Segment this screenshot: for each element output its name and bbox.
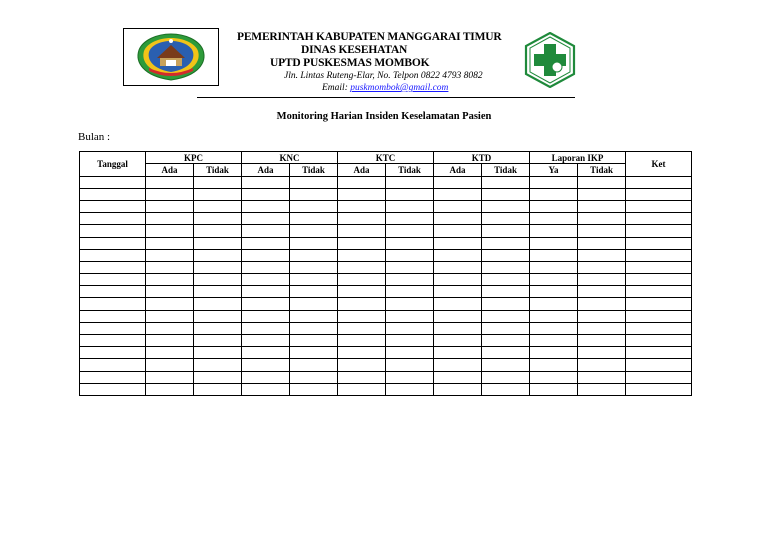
table-cell[interactable] [434, 225, 482, 237]
table-cell[interactable] [578, 176, 626, 188]
table-cell[interactable] [80, 310, 146, 322]
table-row [80, 213, 692, 225]
table-cell[interactable] [434, 298, 482, 310]
table-cell[interactable] [386, 200, 434, 212]
table-cell[interactable] [626, 188, 692, 200]
table-cell[interactable] [242, 298, 290, 310]
table-cell[interactable] [194, 322, 242, 334]
table-cell[interactable] [194, 383, 242, 395]
table-cell[interactable] [386, 298, 434, 310]
table-cell[interactable] [338, 200, 386, 212]
table-cell[interactable] [338, 310, 386, 322]
table-cell[interactable] [242, 225, 290, 237]
table-cell[interactable] [80, 298, 146, 310]
table-cell[interactable] [338, 286, 386, 298]
table-cell[interactable] [290, 310, 338, 322]
table-cell[interactable] [578, 237, 626, 249]
table-cell[interactable] [530, 371, 578, 383]
table-cell[interactable] [482, 310, 530, 322]
table-cell[interactable] [578, 383, 626, 395]
table-cell[interactable] [386, 371, 434, 383]
table-cell[interactable] [194, 371, 242, 383]
table-cell[interactable] [146, 347, 194, 359]
table-cell[interactable] [530, 310, 578, 322]
ktc-tidak: Tidak [386, 164, 434, 176]
table-cell[interactable] [434, 200, 482, 212]
table-cell[interactable] [242, 335, 290, 347]
table-cell[interactable] [146, 176, 194, 188]
puskesmas-logo [524, 32, 576, 93]
table-cell[interactable] [194, 249, 242, 261]
table-cell[interactable] [338, 347, 386, 359]
table-cell[interactable] [386, 176, 434, 188]
table-cell[interactable] [146, 213, 194, 225]
table-cell[interactable] [338, 274, 386, 286]
table-cell[interactable] [434, 371, 482, 383]
table-cell[interactable] [482, 213, 530, 225]
monitoring-table [79, 151, 692, 396]
table-cell[interactable] [80, 261, 146, 273]
table-cell[interactable] [578, 213, 626, 225]
table-cell[interactable] [482, 371, 530, 383]
table-cell[interactable] [530, 176, 578, 188]
table-cell[interactable] [242, 176, 290, 188]
table-row [80, 188, 692, 200]
table-cell[interactable] [386, 225, 434, 237]
table-row [80, 176, 692, 188]
table-cell[interactable] [194, 200, 242, 212]
table-cell[interactable] [146, 274, 194, 286]
ktd-ada: Ada [434, 164, 482, 176]
table-cell[interactable] [626, 237, 692, 249]
table-cell[interactable] [578, 188, 626, 200]
table-cell[interactable] [530, 237, 578, 249]
table-cell[interactable] [578, 286, 626, 298]
table-cell[interactable] [80, 347, 146, 359]
table-cell[interactable] [578, 249, 626, 261]
table-cell[interactable] [386, 322, 434, 334]
table-cell[interactable] [482, 274, 530, 286]
table-cell[interactable] [146, 310, 194, 322]
letterhead-divider [197, 97, 575, 98]
table-cell[interactable] [242, 188, 290, 200]
table-cell[interactable] [290, 188, 338, 200]
table-cell[interactable] [338, 249, 386, 261]
table-cell[interactable] [578, 200, 626, 212]
table-cell[interactable] [242, 274, 290, 286]
table-cell[interactable] [194, 237, 242, 249]
table-cell[interactable] [578, 347, 626, 359]
table-cell[interactable] [482, 200, 530, 212]
table-cell[interactable] [578, 335, 626, 347]
table-cell[interactable] [80, 176, 146, 188]
table-cell[interactable] [338, 359, 386, 371]
table-cell[interactable] [386, 249, 434, 261]
table-cell[interactable] [626, 322, 692, 334]
table-cell[interactable] [482, 335, 530, 347]
table-cell[interactable] [338, 176, 386, 188]
table-cell[interactable] [146, 237, 194, 249]
table-cell[interactable] [530, 225, 578, 237]
table-cell[interactable] [80, 225, 146, 237]
table-cell[interactable] [194, 359, 242, 371]
table-cell[interactable] [194, 213, 242, 225]
table-cell[interactable] [530, 347, 578, 359]
table-cell[interactable] [386, 286, 434, 298]
table-cell[interactable] [434, 383, 482, 395]
col-tanggal: Tanggal [80, 152, 146, 177]
table-cell[interactable] [290, 286, 338, 298]
table-cell[interactable] [386, 383, 434, 395]
table-cell[interactable] [530, 335, 578, 347]
table-cell[interactable] [290, 249, 338, 261]
group-ktc: KTC [338, 152, 434, 164]
table-cell[interactable] [578, 371, 626, 383]
table-cell[interactable] [146, 249, 194, 261]
table-row [80, 261, 692, 273]
table-cell[interactable] [338, 322, 386, 334]
table-body [80, 176, 692, 395]
ikp-ya: Ya [530, 164, 578, 176]
table-cell[interactable] [626, 249, 692, 261]
table-cell[interactable] [146, 261, 194, 273]
table-cell[interactable] [482, 322, 530, 334]
table-cell[interactable] [290, 261, 338, 273]
table-cell[interactable] [242, 286, 290, 298]
table-cell[interactable] [194, 347, 242, 359]
table-cell[interactable] [338, 237, 386, 249]
table-cell[interactable] [290, 176, 338, 188]
table-cell[interactable] [146, 188, 194, 200]
email-label: Email: [322, 83, 351, 93]
table-cell[interactable] [338, 188, 386, 200]
table-cell[interactable] [578, 359, 626, 371]
table-cell[interactable] [482, 359, 530, 371]
table-cell[interactable] [146, 335, 194, 347]
table-cell[interactable] [578, 322, 626, 334]
table-header [80, 152, 692, 177]
table-cell[interactable] [290, 371, 338, 383]
table-cell[interactable] [482, 347, 530, 359]
table-cell[interactable] [530, 286, 578, 298]
table-cell[interactable] [482, 249, 530, 261]
table-cell[interactable] [80, 249, 146, 261]
header-address: Jln. Lintas Ruteng-Elar, No. Telpon 0822 4793 8082 [284, 71, 483, 81]
table-row [80, 359, 692, 371]
table-cell[interactable] [290, 322, 338, 334]
document-title: Monitoring Harian Insiden Keselamatan Pasien [276, 111, 492, 122]
table-cell[interactable] [194, 298, 242, 310]
table-cell[interactable] [80, 188, 146, 200]
table-cell[interactable] [80, 213, 146, 225]
table-cell[interactable] [434, 359, 482, 371]
table-cell[interactable] [434, 274, 482, 286]
table-cell[interactable] [530, 200, 578, 212]
table-cell[interactable] [578, 274, 626, 286]
table-cell[interactable] [578, 225, 626, 237]
table-cell[interactable] [626, 371, 692, 383]
table-cell[interactable] [482, 176, 530, 188]
table-cell[interactable] [434, 176, 482, 188]
table-cell[interactable] [194, 335, 242, 347]
table-cell[interactable] [482, 188, 530, 200]
table-cell[interactable] [290, 225, 338, 237]
table-cell[interactable] [626, 274, 692, 286]
table-cell[interactable] [290, 298, 338, 310]
table-cell[interactable] [80, 359, 146, 371]
table-cell[interactable] [242, 322, 290, 334]
table-cell[interactable] [242, 347, 290, 359]
table-row [80, 249, 692, 261]
table-row [80, 335, 692, 347]
regency-emblem-icon [133, 32, 209, 82]
table-cell[interactable] [530, 298, 578, 310]
table-cell[interactable] [80, 371, 146, 383]
table-row [80, 274, 692, 286]
header-department: DINAS KESEHATAN [301, 44, 408, 56]
table-cell[interactable] [194, 176, 242, 188]
table-cell[interactable] [386, 213, 434, 225]
table-cell[interactable] [146, 371, 194, 383]
table-cell[interactable] [146, 200, 194, 212]
table-cell[interactable] [482, 286, 530, 298]
header-government: PEMERINTAH KABUPATEN MANGGARAI TIMUR [237, 31, 502, 43]
table-row [80, 347, 692, 359]
puskesmas-cross-icon [524, 32, 576, 88]
table-cell[interactable] [386, 237, 434, 249]
table-row [80, 225, 692, 237]
table-cell[interactable] [434, 237, 482, 249]
ikp-tidak: Tidak [578, 164, 626, 176]
table-cell[interactable] [194, 286, 242, 298]
table-cell[interactable] [146, 359, 194, 371]
table-cell[interactable] [482, 298, 530, 310]
table-cell[interactable] [626, 298, 692, 310]
table-cell[interactable] [338, 225, 386, 237]
table-cell[interactable] [386, 310, 434, 322]
table-cell[interactable] [626, 261, 692, 273]
table-cell[interactable] [626, 335, 692, 347]
table-cell[interactable] [242, 200, 290, 212]
table-cell[interactable] [242, 371, 290, 383]
table-cell[interactable] [80, 274, 146, 286]
table-cell[interactable] [338, 298, 386, 310]
table-cell[interactable] [626, 310, 692, 322]
col-ket: Ket [626, 152, 692, 177]
table-cell[interactable] [80, 200, 146, 212]
table-cell[interactable] [386, 274, 434, 286]
table-cell[interactable] [146, 322, 194, 334]
table-cell[interactable] [290, 347, 338, 359]
table-cell[interactable] [194, 188, 242, 200]
table-cell[interactable] [338, 371, 386, 383]
table-cell[interactable] [626, 200, 692, 212]
table-cell[interactable] [146, 286, 194, 298]
table-cell[interactable] [338, 213, 386, 225]
table-cell[interactable] [434, 188, 482, 200]
table-row [80, 200, 692, 212]
regency-emblem-frame [123, 28, 219, 86]
table-cell[interactable] [530, 249, 578, 261]
table-cell[interactable] [434, 249, 482, 261]
table-cell[interactable] [434, 310, 482, 322]
table-cell[interactable] [194, 274, 242, 286]
table-cell[interactable] [290, 383, 338, 395]
table-cell[interactable] [626, 347, 692, 359]
table-row [80, 237, 692, 249]
table-row [80, 322, 692, 334]
ktc-ada: Ada [338, 164, 386, 176]
table-cell[interactable] [242, 383, 290, 395]
table-cell[interactable] [434, 261, 482, 273]
knc-tidak: Tidak [290, 164, 338, 176]
table-row [80, 298, 692, 310]
ktd-tidak: Tidak [482, 164, 530, 176]
table-cell[interactable] [146, 298, 194, 310]
table-cell[interactable] [194, 261, 242, 273]
group-laporan-ikp: Laporan IKP [530, 152, 626, 164]
table-cell[interactable] [386, 188, 434, 200]
table-row [80, 310, 692, 322]
knc-ada: Ada [242, 164, 290, 176]
header-puskesmas: UPTD PUSKESMAS MOMBOK [270, 57, 430, 69]
table-cell[interactable] [290, 335, 338, 347]
table-cell[interactable] [578, 310, 626, 322]
table-cell[interactable] [290, 237, 338, 249]
group-kpc: KPC [146, 152, 242, 164]
table-cell[interactable] [386, 261, 434, 273]
table-cell[interactable] [338, 335, 386, 347]
table-cell[interactable] [338, 383, 386, 395]
table-cell[interactable] [434, 322, 482, 334]
table-cell[interactable] [242, 310, 290, 322]
table-cell[interactable] [482, 383, 530, 395]
header-email-line [322, 83, 448, 93]
table-row [80, 383, 692, 395]
table-cell[interactable] [242, 359, 290, 371]
table-cell[interactable] [434, 335, 482, 347]
table-cell[interactable] [626, 286, 692, 298]
table-cell[interactable] [338, 261, 386, 273]
table-cell[interactable] [434, 213, 482, 225]
table-cell[interactable] [242, 213, 290, 225]
table-cell[interactable] [530, 383, 578, 395]
table-cell[interactable] [242, 261, 290, 273]
email-link[interactable]: puskmombok@gmail.com [350, 83, 449, 93]
table-cell[interactable] [386, 335, 434, 347]
table-cell[interactable] [530, 359, 578, 371]
table-cell[interactable] [386, 347, 434, 359]
table-cell[interactable] [578, 261, 626, 273]
bulan-label: Bulan : [78, 131, 111, 143]
table-cell[interactable] [530, 274, 578, 286]
table-cell[interactable] [626, 383, 692, 395]
table-cell[interactable] [626, 225, 692, 237]
table-cell[interactable] [290, 213, 338, 225]
kpc-tidak: Tidak [194, 164, 242, 176]
table-cell[interactable] [80, 237, 146, 249]
table-cell[interactable] [146, 225, 194, 237]
table-cell[interactable] [626, 213, 692, 225]
table-cell[interactable] [242, 237, 290, 249]
table-cell[interactable] [290, 274, 338, 286]
table-row [80, 286, 692, 298]
table-cell[interactable] [530, 261, 578, 273]
table-cell[interactable] [386, 359, 434, 371]
table-cell[interactable] [482, 261, 530, 273]
table-row [80, 371, 692, 383]
table-cell[interactable] [194, 310, 242, 322]
table-cell[interactable] [626, 176, 692, 188]
table-cell[interactable] [80, 322, 146, 334]
table-cell[interactable] [482, 225, 530, 237]
table-cell[interactable] [434, 347, 482, 359]
table-cell[interactable] [530, 322, 578, 334]
table-cell[interactable] [80, 286, 146, 298]
table-cell[interactable] [530, 213, 578, 225]
kpc-ada: Ada [146, 164, 194, 176]
table-cell[interactable] [290, 359, 338, 371]
table-cell[interactable] [80, 335, 146, 347]
table-cell[interactable] [194, 225, 242, 237]
group-knc: KNC [242, 152, 338, 164]
table-cell[interactable] [578, 298, 626, 310]
table-cell[interactable] [242, 249, 290, 261]
table-cell[interactable] [146, 383, 194, 395]
table-cell[interactable] [290, 200, 338, 212]
table-cell[interactable] [530, 188, 578, 200]
table-cell[interactable] [434, 286, 482, 298]
table-cell[interactable] [80, 383, 146, 395]
group-ktd: KTD [434, 152, 530, 164]
table-cell[interactable] [482, 237, 530, 249]
table-cell[interactable] [626, 359, 692, 371]
